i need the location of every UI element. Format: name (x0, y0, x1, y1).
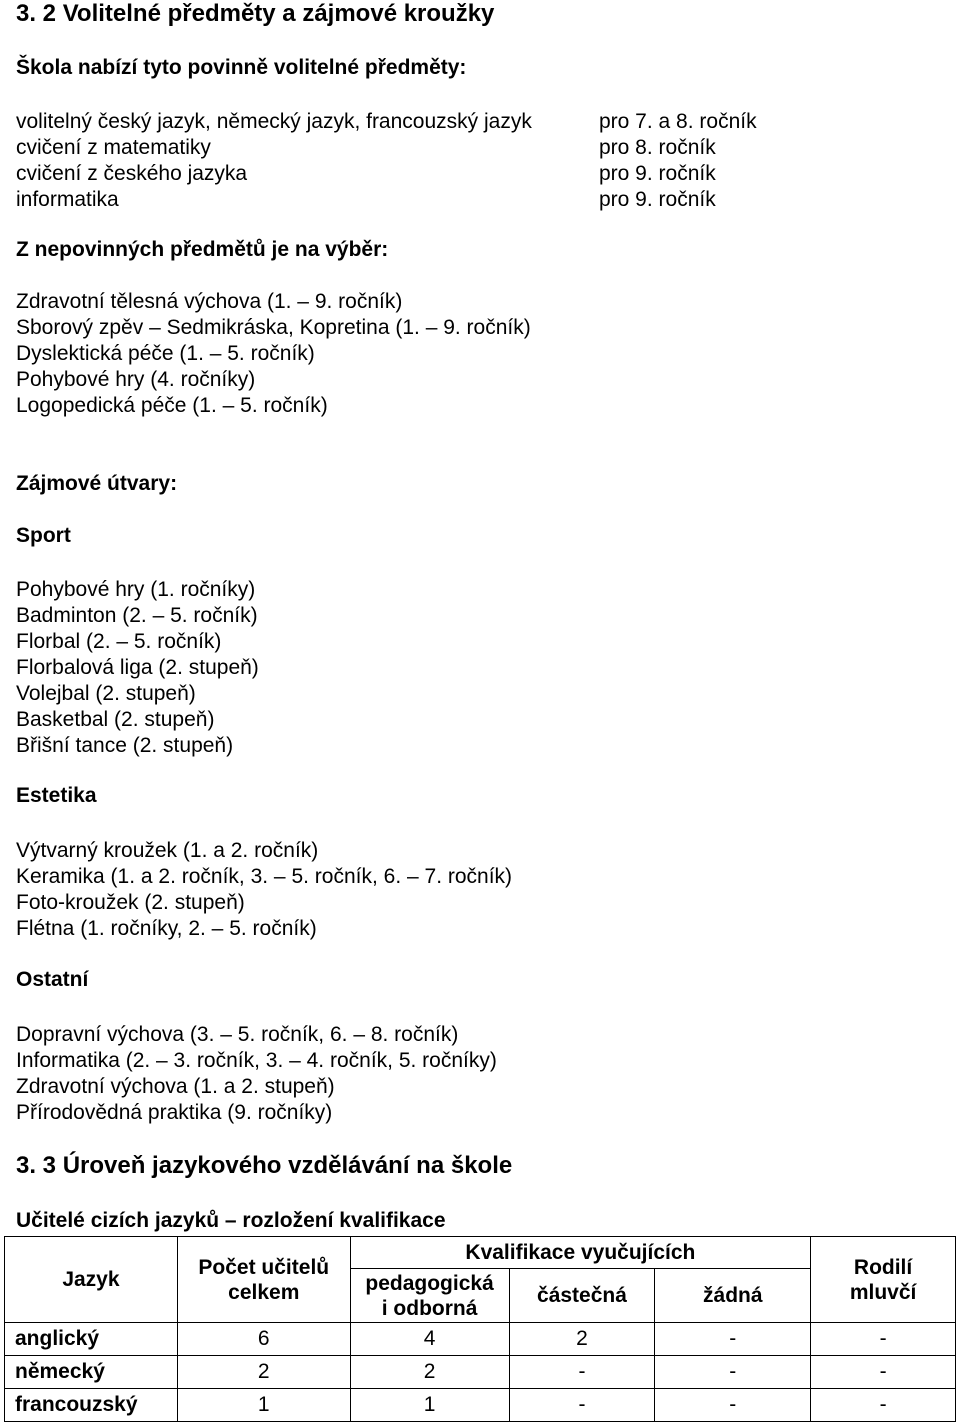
list-item: Výtvarný kroužek (1. a 2. ročník) (16, 839, 319, 862)
cell-partial: - (509, 1356, 655, 1389)
cell-total: 6 (177, 1323, 350, 1356)
section-title-electives: 3. 2 Volitelné předměty a zájmové kroužky (16, 0, 495, 27)
language-table-heading: Učitelé cizích jazyků – rozložení kvalifikace (16, 1209, 446, 1232)
header-teacher-count-line2: celkem (228, 1280, 300, 1304)
cell-none: - (655, 1389, 811, 1422)
list-item: Pohybové hry (4. ročníky) (16, 368, 256, 391)
header-no-qualification: žádná (655, 1269, 811, 1323)
required-subjects-list (16, 109, 532, 213)
header-native-speakers (811, 1237, 956, 1323)
subject-name: informatika (16, 188, 119, 211)
list-item: Břišní tance (2. stupeň) (16, 734, 234, 757)
list-item: Informatika (2. – 3. ročník, 3. – 4. ročník, 5. ročníky) (16, 1049, 497, 1072)
language-teachers-table (4, 1236, 956, 1422)
sport-heading: Sport (16, 524, 71, 547)
cell-full: 1 (350, 1389, 509, 1422)
interest-groups-heading: Zájmové útvary: (16, 472, 178, 495)
subject-name: cvičení z matematiky (16, 136, 211, 159)
cell-language: německý (5, 1356, 178, 1389)
header-qualification: Kvalifikace vyučujících (350, 1237, 811, 1269)
cell-native: - (811, 1356, 956, 1389)
list-item: Florbalová liga (2. stupeň) (16, 656, 259, 679)
cell-language: francouzský (5, 1389, 178, 1422)
table-row (5, 1323, 956, 1356)
cell-partial: - (509, 1389, 655, 1422)
cell-native: - (811, 1323, 956, 1356)
header-full-line1: pedagogická (365, 1271, 494, 1295)
header-teacher-count-line1: Počet učitelů (198, 1255, 330, 1279)
header-language: Jazyk (5, 1237, 178, 1323)
sport-list (16, 577, 259, 759)
header-native-line1: Rodilí (853, 1255, 913, 1279)
section-title-languages: 3. 3 Úroveň jazykového vzdělávání na škole (16, 1152, 513, 1179)
header-teacher-count (177, 1237, 350, 1323)
list-item: Florbal (2. – 5. ročník) (16, 630, 222, 653)
required-subjects-grades (599, 109, 757, 213)
subject-grade: pro 8. ročník (599, 136, 716, 159)
estetika-list (16, 838, 512, 942)
subject-grade: pro 7. a 8. ročník (599, 110, 757, 133)
cell-partial: 2 (509, 1323, 655, 1356)
list-item: Keramika (1. a 2. ročník, 3. – 5. ročník, 6. – 7. ročník) (16, 865, 513, 888)
optional-subjects-heading: Z nepovinných předmětů je na výběr: (16, 238, 389, 261)
list-item: Volejbal (2. stupeň) (16, 682, 196, 705)
subject-name: volitelný český jazyk, německý jazyk, francouzský jazyk (16, 110, 532, 133)
list-item: Pohybové hry (1. ročníky) (16, 578, 256, 601)
cell-total: 1 (177, 1389, 350, 1422)
subject-grade: pro 9. ročník (599, 162, 716, 185)
list-item: Přírodovědná praktika (9. ročníky) (16, 1101, 333, 1124)
ostatni-heading: Ostatní (16, 968, 89, 991)
cell-total: 2 (177, 1356, 350, 1389)
cell-language: anglický (5, 1323, 178, 1356)
table-row (5, 1356, 956, 1389)
table-row (5, 1389, 956, 1422)
list-item: Zdravotní tělesná výchova (1. – 9. ročník) (16, 290, 403, 313)
cell-full: 2 (350, 1356, 509, 1389)
list-item: Zdravotní výchova (1. a 2. stupeň) (16, 1075, 335, 1098)
list-item: Foto-kroužek (2. stupeň) (16, 891, 245, 914)
optional-subjects-list (16, 289, 531, 419)
cell-none: - (655, 1356, 811, 1389)
list-item: Dopravní výchova (3. – 5. ročník, 6. – 8. ročník) (16, 1023, 459, 1046)
ostatni-list (16, 1022, 497, 1126)
required-electives-heading: Škola nabízí tyto povinně volitelné předměty: (16, 56, 467, 79)
list-item: Logopedická péče (1. – 5. ročník) (16, 394, 328, 417)
cell-native: - (811, 1389, 956, 1422)
header-full-qualification (350, 1269, 509, 1323)
header-native-line2: mluvčí (849, 1280, 917, 1304)
cell-full: 4 (350, 1323, 509, 1356)
list-item: Basketbal (2. stupeň) (16, 708, 215, 731)
list-item: Flétna (1. ročníky, 2. – 5. ročník) (16, 917, 317, 940)
list-item: Dyslektická péče (1. – 5. ročník) (16, 342, 315, 365)
list-item: Sborový zpěv – Sedmikráska, Kopretina (1. – 9. ročník) (16, 316, 531, 339)
estetika-heading: Estetika (16, 784, 97, 807)
list-item: Badminton (2. – 5. ročník) (16, 604, 258, 627)
cell-none: - (655, 1323, 811, 1356)
subject-name: cvičení z českého jazyka (16, 162, 248, 185)
header-full-line2: i odborná (381, 1296, 478, 1320)
header-partial-qualification: částečná (509, 1269, 655, 1323)
subject-grade: pro 9. ročník (599, 188, 716, 211)
